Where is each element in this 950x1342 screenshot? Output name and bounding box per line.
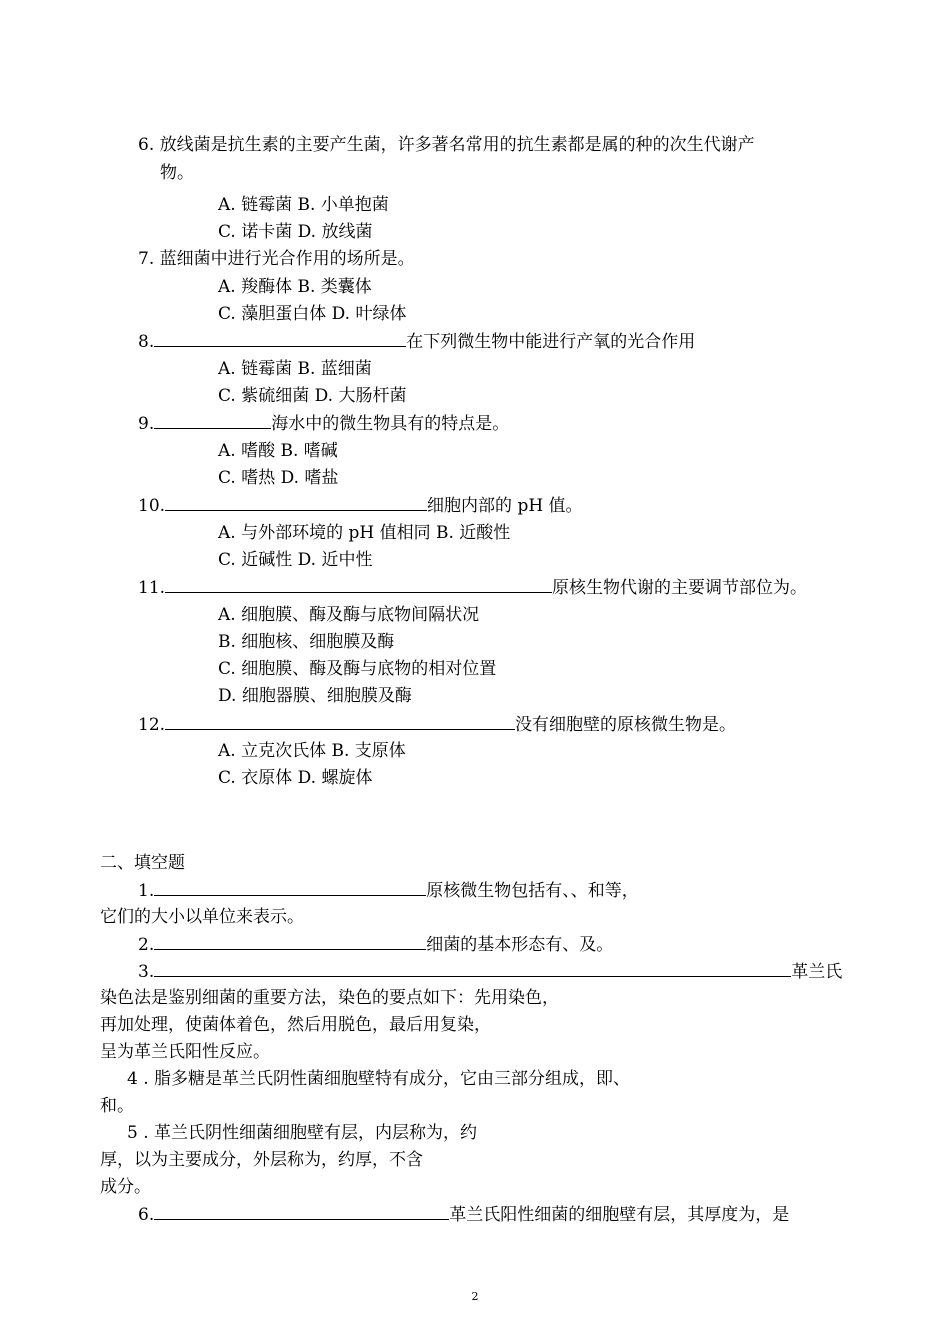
- f1-stem-cont: 它们的大小以单位来表示。: [100, 907, 304, 927]
- f5-line2: 厚，以为主要成分，外层称为，约厚，不含: [100, 1150, 423, 1170]
- f5-line3: 成分。: [100, 1177, 151, 1197]
- q8-blank[interactable]: [154, 330, 406, 347]
- q8-option-ab: A. 链霉菌 B. 蓝细菌: [218, 359, 372, 379]
- q9-option-cd: C. 嗜热 D. 嗜盐: [218, 468, 339, 488]
- q11-text: 原核生物代谢的主要调节部位为。: [552, 578, 808, 598]
- f2-blank[interactable]: [154, 933, 426, 950]
- q10-blank[interactable]: [165, 494, 427, 511]
- f6-text: 革兰氏阳性细菌的细胞壁有层，其厚度为，是: [449, 1205, 790, 1225]
- q10-option-ab: A. 与外部环境的 pH 值相同 B. 近酸性: [218, 523, 511, 543]
- q12-blank[interactable]: [165, 713, 515, 730]
- f3-number: 3.: [138, 962, 155, 982]
- f4-line2: 和。: [100, 1096, 134, 1116]
- q10-stem: [138, 494, 583, 517]
- f2-text: 细菌的基本形态有、及。: [426, 935, 614, 955]
- q10-option-cd: C. 近碱性 D. 近中性: [218, 550, 373, 570]
- q8-text: 在下列微生物中能进行产氧的光合作用: [406, 332, 696, 352]
- f1-text: 原核微生物包括有、、和等，: [426, 881, 639, 901]
- q11-stem: [138, 576, 807, 599]
- f6-blank[interactable]: [154, 1203, 449, 1220]
- q10-text: 细胞内部的 pH 值。: [427, 496, 583, 516]
- q7-option-ab: A. 羧酶体 B. 类囊体: [218, 277, 372, 297]
- q9-blank[interactable]: [154, 412, 271, 429]
- page-number: 2: [471, 1290, 479, 1303]
- q11-option-a: A. 细胞膜、酶及酶与底物间隔状况: [218, 605, 480, 625]
- f3-blank[interactable]: [154, 960, 791, 977]
- q12-stem: [138, 713, 736, 736]
- f2-number: 2.: [138, 935, 155, 955]
- f3-text: 革兰氏: [791, 962, 843, 982]
- f2-stem: [138, 933, 613, 956]
- f5-line1: 5 . 革兰氏阴性细菌细胞壁有层，内层称为，约: [127, 1123, 478, 1143]
- q8-stem: [138, 330, 695, 353]
- section-heading-fill: 二、填空题: [100, 853, 185, 873]
- q10-number: 10.: [138, 496, 166, 516]
- q8-option-cd: C. 紫硫细菌 D. 大肠杆菌: [218, 386, 407, 406]
- q9-number: 9.: [138, 414, 155, 434]
- q6-option-ab: A. 链霉菌 B. 小单抱菌: [218, 195, 389, 215]
- f1-blank[interactable]: [154, 879, 426, 896]
- q11-option-b: B. 细胞核、细胞膜及酶: [218, 632, 395, 652]
- f3-line3: 再加处理，使菌体着色，然后用脱色，最后用复染，: [100, 1015, 491, 1035]
- q9-option-ab: A. 嗜酸 B. 嗜碱: [218, 441, 338, 461]
- f3-stem: [138, 960, 842, 983]
- q11-blank[interactable]: [165, 576, 552, 593]
- q6-stem-cont: 物。: [160, 163, 194, 183]
- q6-option-cd: C. 诺卡菌 D. 放线菌: [218, 222, 373, 242]
- q11-number: 11.: [138, 578, 166, 598]
- q7-stem: 7. 蓝细菌中进行光合作用的场所是。: [138, 249, 415, 269]
- q12-text: 没有细胞壁的原核微生物是。: [515, 715, 737, 735]
- f4-line1: 4 . 脂多糖是革兰氏阴性菌细胞壁特有成分，它由三部分组成，即、: [127, 1069, 631, 1089]
- q6-stem: 6. 放线菌是抗生素的主要产生菌，许多著名常用的抗生素都是属的种的次生代谢产: [138, 135, 755, 155]
- q7-option-cd: C. 藻胆蛋白体 D. 叶绿体: [218, 304, 407, 324]
- q11-option-d: D. 细胞器膜、细胞膜及酶: [218, 686, 412, 706]
- q9-text: 海水中的微生物具有的特点是。: [271, 414, 510, 434]
- q12-option-cd: C. 衣原体 D. 螺旋体: [218, 768, 373, 788]
- f1-number: 1.: [138, 881, 155, 901]
- q8-number: 8.: [138, 332, 155, 352]
- f1-stem: [138, 879, 639, 902]
- q9-stem: [138, 412, 509, 435]
- q12-option-ab: A. 立克次氏体 B. 支原体: [218, 741, 406, 761]
- f6-stem: [138, 1203, 789, 1226]
- q12-number: 12.: [138, 715, 166, 735]
- f3-line2: 染色法是鉴别细菌的重要方法，染色的要点如下：先用染色，: [100, 988, 559, 1008]
- f3-line4: 呈为革兰氏阳性反应。: [100, 1042, 270, 1062]
- f6-number: 6.: [138, 1205, 155, 1225]
- q11-option-c: C. 细胞膜、酶及酶与底物的相对位置: [218, 659, 497, 679]
